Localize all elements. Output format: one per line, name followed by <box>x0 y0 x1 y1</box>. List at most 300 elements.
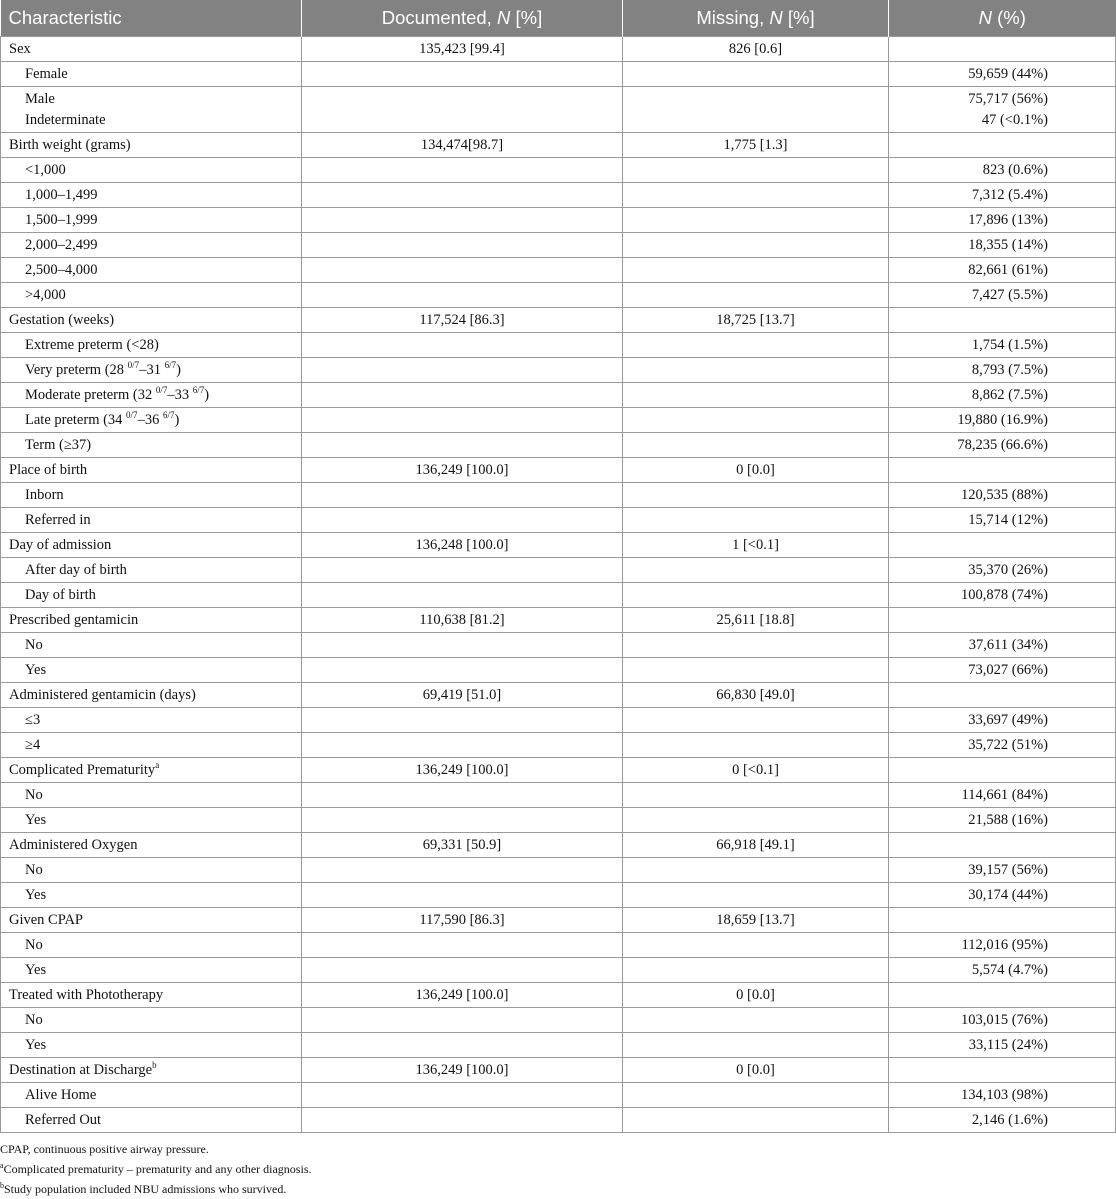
row-label-cell <box>1 608 302 633</box>
row-label <box>9 610 293 631</box>
subgroup-row <box>1 233 1116 258</box>
row-label-cell <box>1 858 302 883</box>
header-missing-label: Missing, <box>696 7 770 28</box>
missing-cell <box>623 433 889 458</box>
row-label-cell <box>1 62 302 87</box>
missing-cell <box>623 883 889 908</box>
row-label-cell <box>1 358 302 383</box>
row-label <box>25 335 293 356</box>
n-percent-value: 37,611 (34%) <box>968 636 1048 653</box>
documented-cell <box>302 158 623 183</box>
missing-cell: 1,775 [1.3] <box>623 133 889 158</box>
row-label-superscript: 6/7 <box>192 384 205 395</box>
row-label-text: No <box>25 636 43 653</box>
n-percent-cell <box>889 783 1116 808</box>
row-label <box>9 460 293 481</box>
row-label-cell <box>1 1058 302 1083</box>
row-label-text: Late preterm (34 <box>25 411 127 428</box>
n-percent-value: 15,714 (12%) <box>968 511 1048 528</box>
n-percent-cell <box>889 283 1116 308</box>
subgroup-row <box>1 358 1116 383</box>
row-label <box>9 835 293 856</box>
n-percent-cell <box>889 683 1116 708</box>
row-label-text: No <box>25 861 43 878</box>
row-label-superscript: 0/7 <box>126 409 138 420</box>
documented-cell <box>302 958 623 983</box>
n-percent-value: 73,027 (66%) <box>968 661 1048 678</box>
row-label-cell <box>1 683 302 708</box>
row-label-text: ≥4 <box>25 736 41 753</box>
row-label-text: No <box>25 786 43 803</box>
subgroup-row <box>1 583 1116 608</box>
n-percent-cell <box>889 408 1116 433</box>
row-label-text: Place of birth <box>9 461 88 478</box>
n-percent-cell <box>889 1083 1116 1108</box>
row-label <box>9 1060 293 1081</box>
row-label-second-line: Indeterminate <box>25 111 106 128</box>
n-percent-cell <box>889 558 1116 583</box>
n-percent-value: 114,661 (84%) <box>961 786 1048 803</box>
n-percent-cell <box>889 583 1116 608</box>
row-label <box>25 435 293 456</box>
header-characteristic: Characteristic <box>1 0 302 37</box>
row-label <box>25 960 293 981</box>
row-label-cell <box>1 583 302 608</box>
row-label-text: ≤3 <box>25 711 41 728</box>
subgroup-row <box>1 858 1116 883</box>
row-label <box>9 310 293 331</box>
footnote-a-text: Complicated prematurity – prematurity and any other diagnosis. <box>3 1162 312 1176</box>
documented-cell <box>302 233 623 258</box>
row-label-text: Male <box>25 90 55 107</box>
subgroup-row <box>1 808 1116 833</box>
n-percent-cell <box>889 358 1116 383</box>
subgroup-row <box>1 783 1116 808</box>
row-label-text: 2,500–4,000 <box>25 261 98 278</box>
missing-cell: 826 [0.6] <box>623 37 889 62</box>
n-percent-value: 59,659 (44%) <box>968 65 1048 82</box>
documented-cell: 134,474[98.7] <box>302 133 623 158</box>
documented-cell <box>302 258 623 283</box>
row-label-cell <box>1 333 302 358</box>
row-label <box>25 935 293 956</box>
missing-cell <box>623 733 889 758</box>
subgroup-row <box>1 558 1116 583</box>
row-label-superscript: 6/7 <box>162 409 175 420</box>
row-label-cell <box>1 633 302 658</box>
header-documented-label: Documented, <box>381 7 497 28</box>
header-missing-n: N <box>769 7 783 28</box>
row-label-cell <box>1 87 302 133</box>
row-label-cell <box>1 1108 302 1133</box>
row-label-text: Inborn <box>25 486 64 503</box>
n-percent-cell <box>889 87 1116 133</box>
row-label <box>9 685 293 706</box>
documented-cell <box>302 658 623 683</box>
row-label <box>25 1035 293 1056</box>
n-percent-value: 19,880 (16.9%) <box>957 411 1048 428</box>
missing-cell <box>623 633 889 658</box>
subgroup-row <box>1 483 1116 508</box>
category-row <box>1 833 1116 858</box>
row-label-cell <box>1 1008 302 1033</box>
documented-cell <box>302 208 623 233</box>
documented-cell <box>302 558 623 583</box>
documented-cell: 136,248 [100.0] <box>302 533 623 558</box>
documented-cell <box>302 283 623 308</box>
documented-cell <box>302 358 623 383</box>
row-label-text: Moderate preterm (32 <box>25 386 156 403</box>
category-row <box>1 683 1116 708</box>
row-label-text: Yes <box>25 886 47 903</box>
n-percent-cell <box>889 883 1116 908</box>
category-row <box>1 983 1116 1008</box>
documented-cell <box>302 933 623 958</box>
n-percent-value: 103,015 (76%) <box>961 1011 1048 1028</box>
subgroup-row <box>1 633 1116 658</box>
subgroup-row <box>1 1083 1116 1108</box>
row-label-superscript: b <box>152 1059 157 1070</box>
row-label-cell <box>1 233 302 258</box>
missing-cell <box>623 1083 889 1108</box>
row-label <box>25 635 293 656</box>
missing-cell <box>623 258 889 283</box>
row-label-cell <box>1 508 302 533</box>
row-label-text: Referred Out <box>25 1111 102 1128</box>
row-label-text: Prescribed gentamicin <box>9 611 139 628</box>
subgroup-row <box>1 158 1116 183</box>
header-n-percent <box>889 0 1116 37</box>
n-percent-cell <box>889 1058 1116 1083</box>
subgroup-row <box>1 62 1116 87</box>
row-label-superscript: a <box>155 759 160 770</box>
category-row <box>1 533 1116 558</box>
row-label-text: Extreme preterm (<28) <box>25 336 159 353</box>
row-label-text: Administered Oxygen <box>9 836 138 853</box>
missing-cell <box>623 333 889 358</box>
table-body <box>1 37 1116 1133</box>
row-label-cell <box>1 758 302 783</box>
n-percent-cell <box>889 308 1116 333</box>
documented-cell: 117,590 [86.3] <box>302 908 623 933</box>
row-label-cell <box>1 883 302 908</box>
documented-cell: 117,524 [86.3] <box>302 308 623 333</box>
n-percent-value: 120,535 (88%) <box>961 486 1048 503</box>
row-label <box>25 485 293 506</box>
n-percent-value: 82,661 (61%) <box>968 261 1048 278</box>
documented-cell <box>302 508 623 533</box>
n-percent-cell <box>889 1108 1116 1133</box>
row-label-cell <box>1 708 302 733</box>
row-label <box>25 160 293 181</box>
subgroup-row <box>1 1008 1116 1033</box>
missing-cell <box>623 1108 889 1133</box>
missing-cell: 0 [0.0] <box>623 1058 889 1083</box>
row-label-text-tail: ) <box>204 386 210 403</box>
n-percent-value: 35,722 (51%) <box>968 736 1048 753</box>
row-label-cell <box>1 383 302 408</box>
header-missing <box>623 0 889 37</box>
missing-cell <box>623 62 889 87</box>
row-label <box>25 710 293 731</box>
row-label <box>25 1110 293 1131</box>
n-percent-cell <box>889 433 1116 458</box>
n-percent-cell <box>889 1033 1116 1058</box>
header-percent-unit: (%) <box>991 7 1026 28</box>
header-n: N <box>978 7 992 28</box>
row-label-cell <box>1 433 302 458</box>
n-percent-cell <box>889 158 1116 183</box>
header-missing-unit: [%] <box>782 7 815 28</box>
n-percent-cell <box>889 208 1116 233</box>
missing-cell <box>623 783 889 808</box>
n-percent-cell <box>889 258 1116 283</box>
missing-cell <box>623 708 889 733</box>
footnote-b-text: Study population included NBU admissions who survived. <box>4 1182 287 1196</box>
n-percent-value: 18,355 (14%) <box>968 236 1048 253</box>
row-label <box>25 560 293 581</box>
row-label-cell <box>1 258 302 283</box>
missing-cell <box>623 408 889 433</box>
documented-cell <box>302 808 623 833</box>
n-percent-cell <box>889 858 1116 883</box>
subgroup-row <box>1 508 1116 533</box>
documented-cell <box>302 1033 623 1058</box>
missing-cell <box>623 158 889 183</box>
documented-cell <box>302 333 623 358</box>
documented-cell: 136,249 [100.0] <box>302 458 623 483</box>
row-label-cell <box>1 783 302 808</box>
missing-cell <box>623 933 889 958</box>
documented-cell <box>302 383 623 408</box>
missing-cell <box>623 358 889 383</box>
n-percent-cell <box>889 233 1116 258</box>
category-row <box>1 37 1116 62</box>
row-label-cell <box>1 37 302 62</box>
n-percent-cell <box>889 808 1116 833</box>
documented-cell <box>302 408 623 433</box>
missing-cell: 0 [0.0] <box>623 983 889 1008</box>
row-label-cell <box>1 933 302 958</box>
n-percent-cell <box>889 37 1116 62</box>
row-label-text: No <box>25 936 43 953</box>
n-percent-value: 2,146 (1.6%) <box>971 1111 1048 1128</box>
subgroup-row <box>1 283 1116 308</box>
row-label-text: Term (≥37) <box>25 436 92 453</box>
n-percent-value: 100,878 (74%) <box>961 586 1048 603</box>
row-label-text-mid: –36 <box>137 411 163 428</box>
n-percent-value: 8,862 (7.5%) <box>971 386 1048 403</box>
documented-cell <box>302 1083 623 1108</box>
row-label-cell <box>1 133 302 158</box>
n-percent-cell <box>889 758 1116 783</box>
row-label-cell <box>1 833 302 858</box>
subgroup-row <box>1 958 1116 983</box>
documented-cell: 110,638 [81.2] <box>302 608 623 633</box>
documented-cell <box>302 883 623 908</box>
row-label-cell <box>1 983 302 1008</box>
documented-cell: 69,419 [51.0] <box>302 683 623 708</box>
documented-cell <box>302 783 623 808</box>
footnote-a-mark: a <box>0 1161 4 1170</box>
row-label-cell <box>1 908 302 933</box>
n-percent-cell <box>889 608 1116 633</box>
row-label <box>25 410 293 431</box>
row-label-cell <box>1 1033 302 1058</box>
documented-cell <box>302 583 623 608</box>
row-label <box>25 385 293 406</box>
category-row <box>1 608 1116 633</box>
row-label-text: After day of birth <box>25 561 127 578</box>
row-label-text: Gestation (weeks) <box>9 311 115 328</box>
row-label-cell <box>1 483 302 508</box>
row-label-text-tail: ) <box>174 411 180 428</box>
n-percent-value: 39,157 (56%) <box>968 861 1048 878</box>
n-percent-value: 5,574 (4.7%) <box>971 961 1048 978</box>
row-label-text: 1,500–1,999 <box>25 211 98 228</box>
row-label-cell <box>1 533 302 558</box>
footnote-a <box>0 1159 311 1179</box>
n-percent-cell <box>889 483 1116 508</box>
n-percent-value: 33,115 (24%) <box>968 1036 1048 1053</box>
missing-cell: 1 [<0.1] <box>623 533 889 558</box>
row-label <box>25 210 293 231</box>
missing-cell: 25,611 [18.8] <box>623 608 889 633</box>
row-label <box>25 885 293 906</box>
documented-cell <box>302 633 623 658</box>
n-percent-value: 8,793 (7.5%) <box>971 361 1048 378</box>
documented-cell: 136,249 [100.0] <box>302 983 623 1008</box>
n-percent-value: 7,427 (5.5%) <box>971 286 1048 303</box>
row-label <box>25 585 293 606</box>
category-row <box>1 1058 1116 1083</box>
n-percent-value: 17,896 (13%) <box>968 211 1048 228</box>
n-percent-cell <box>889 983 1116 1008</box>
table-footnotes <box>0 1139 311 1199</box>
subgroup-row <box>1 258 1116 283</box>
row-label-text: 1,000–1,499 <box>25 186 98 203</box>
row-label <box>25 1085 293 1106</box>
row-label <box>25 735 293 756</box>
n-percent-value: 33,697 (49%) <box>968 711 1048 728</box>
subgroup-row <box>1 1108 1116 1133</box>
row-label-superscript: 0/7 <box>155 384 168 395</box>
category-row <box>1 133 1116 158</box>
n-percent-value: 21,588 (16%) <box>968 811 1048 828</box>
row-label-cell <box>1 658 302 683</box>
row-label-cell <box>1 1083 302 1108</box>
missing-cell: 0 [<0.1] <box>623 758 889 783</box>
missing-cell <box>623 508 889 533</box>
row-label-cell <box>1 733 302 758</box>
row-label-text: Administered gentamicin (days) <box>9 686 196 703</box>
documented-cell <box>302 733 623 758</box>
n-percent-cell <box>889 508 1116 533</box>
n-percent-value: 823 (0.6%) <box>982 161 1048 178</box>
row-label-cell <box>1 958 302 983</box>
row-label-text: Treated with Phototherapy <box>9 986 164 1003</box>
row-label <box>25 360 293 381</box>
row-label-text-mid: –33 <box>167 386 193 403</box>
row-label-text: Day of birth <box>25 586 96 603</box>
documented-cell: 136,249 [100.0] <box>302 758 623 783</box>
missing-cell <box>623 558 889 583</box>
n-percent-cell <box>889 458 1116 483</box>
subgroup-row <box>1 408 1116 433</box>
row-label <box>9 39 293 60</box>
row-label-text: Day of admission <box>9 536 112 553</box>
documented-cell <box>302 87 623 133</box>
row-label-text: Yes <box>25 961 47 978</box>
row-label <box>25 89 293 110</box>
missing-cell <box>623 208 889 233</box>
row-label <box>25 510 293 531</box>
row-label <box>25 860 293 881</box>
n-percent-cell <box>889 733 1116 758</box>
n-percent-cell <box>889 383 1116 408</box>
row-label-cell <box>1 158 302 183</box>
row-label <box>9 760 293 781</box>
subgroup-row <box>1 1033 1116 1058</box>
n-percent-value: 1,754 (1.5%) <box>971 336 1048 353</box>
n-percent-cell <box>889 833 1116 858</box>
subgroup-row <box>1 383 1116 408</box>
subgroup-row <box>1 87 1116 133</box>
footnote-b-mark: b <box>0 1181 4 1190</box>
row-label-text: No <box>25 1011 43 1028</box>
documented-cell <box>302 183 623 208</box>
n-percent-cell <box>889 633 1116 658</box>
row-label-cell <box>1 283 302 308</box>
row-label <box>25 235 293 256</box>
n-percent-value: 35,370 (26%) <box>968 561 1048 578</box>
n-percent-value: 30,174 (44%) <box>968 886 1048 903</box>
documented-cell <box>302 858 623 883</box>
missing-cell <box>623 383 889 408</box>
row-label <box>25 185 293 206</box>
missing-cell <box>623 1008 889 1033</box>
missing-cell <box>623 283 889 308</box>
missing-cell <box>623 658 889 683</box>
row-label <box>9 910 293 931</box>
n-percent-cell <box>889 183 1116 208</box>
header-documented <box>302 0 623 37</box>
row-label-text: Very preterm (28 <box>25 361 128 378</box>
row-label <box>9 135 293 156</box>
n-percent-cell <box>889 908 1116 933</box>
row-label-superscript: 0/7 <box>127 359 140 370</box>
missing-cell: 18,659 [13.7] <box>623 908 889 933</box>
n-percent-value: 112,016 (95%) <box>961 936 1048 953</box>
row-label-superscript: 6/7 <box>164 359 177 370</box>
missing-cell <box>623 233 889 258</box>
row-label-text: Yes <box>25 661 47 678</box>
row-label <box>25 64 293 85</box>
documented-cell <box>302 483 623 508</box>
documented-cell <box>302 1008 623 1033</box>
row-label <box>9 985 293 1006</box>
row-label-cell <box>1 208 302 233</box>
row-label-text: Given CPAP <box>9 911 84 928</box>
row-label-text: Yes <box>25 1036 47 1053</box>
n-percent-cell <box>889 658 1116 683</box>
n-percent-cell <box>889 533 1116 558</box>
row-label-cell <box>1 408 302 433</box>
row-label <box>25 1010 293 1031</box>
row-label-text: <1,000 <box>25 161 66 178</box>
row-label <box>25 785 293 806</box>
missing-cell <box>623 583 889 608</box>
